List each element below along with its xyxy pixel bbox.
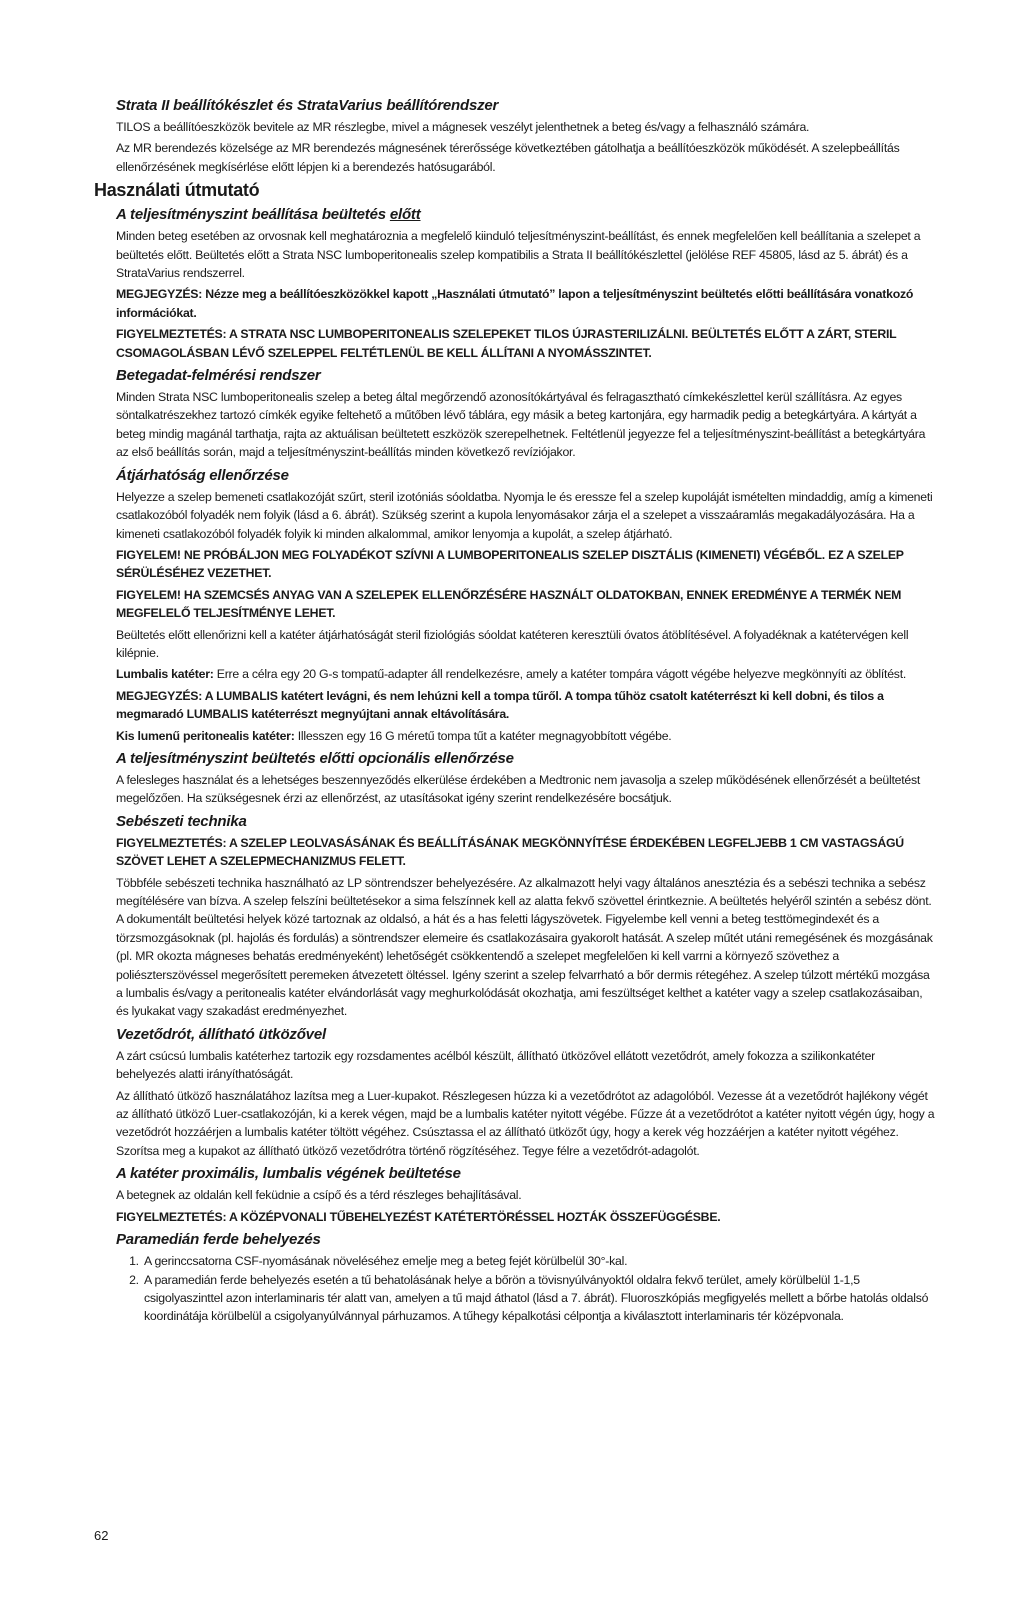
peritoneal-catheter-label: Kis lumenű peritonealis katéter: <box>116 728 295 743</box>
perf-before-heading-emphasis: előtt <box>389 206 421 224</box>
surgical-paragraph: Többféle sebészeti technika használható az LP söntrendszer behelyezésére. Az alkalmazott helyi vagy általános anesztézia és a sebészi technika a sebész megítélésére van bízva. A szelep felszíni beültetésekor a sima felszínnek kell az alatta fekvő szövettel érintkeznie. A beültetés helyéről szintén a sebész dönt. A dokumentált beültetési helyek közé tartoznak az oldalsó, a hát és a has feletti lágyszövetek. Figyelembe kell venni a beteg testtömegindexét és a törzsmozgásoknak (pl. hajolás és fordulás) a söntrendszer elemeire és csatlakozásaira gyakorolt hatását. A szelep műtét utáni remegésének és mozgásának (pl. MR okozta mágneses behatás eredményeként) lehetőségét csökkentendő a szelepet megfelelően ki kell varrni a környező szövethez a poliészterszövéssel megerősített peremeken átvezetett öltéssel. Igény szerint a szelep felvarrható a bőr dermis rétegéhez. A szelep túlzott mértékű mozgása a lumbalis és/vagy a peritonealis katéter elvándorlását vagy meghurkolódását okozhatja, ami feszültséget kelthet a katéter vagy a szelep csatlakozásaiban, és lyukakat vagy szakadást eredményezhet. <box>116 875 933 1019</box>
page-number: 62 <box>94 1528 109 1543</box>
proximal-heading: A katéter proximális, lumbalis végének beültetése <box>116 1165 461 1183</box>
strata-paragraph-2: Az MR berendezés közelsége az MR berendezés mágnesének térerőssége következtében gátolhatja a beállítóeszközök működését. A szelepbeállítás ellenőrzésének megkísérlése előtt lépjen ki a berendezés hatósugarából. <box>116 141 900 174</box>
proximal-paragraph: A betegnek az oldalán kell feküdnie a csípő és a térd részleges behajlításával. <box>116 1188 522 1203</box>
perf-before-heading <box>116 205 936 224</box>
perf-before-heading-text: A teljesítményszint beállítása beültetés <box>116 206 390 224</box>
patient-paragraph: Minden Strata NSC lumboperitonealis szelep a beteg által megőrzendő azonosítókártyával és felragasztható címkekészlettel kerül szállításra. Az egyes söntalkatrészekhez tartozó címkék egyike feltehető a műtőben lévő táblára, egy másik a beteg kartonjára, egy harmadik pedig a betegkártyára. A kártyát a beteg mindig magánál tarthatja, rajta az aktuálisan beültetett eszközök szerepelhetnek. Feltétlenül jegyezze fel a teljesítményszint-beállítást a betegkártyára az első beállítás során, majd a teljesítményszint-beállítás minden következő revíziójakor. <box>116 390 926 460</box>
peritoneal-catheter-text: Illesszen egy 16 G méretű tompa tűt a katéter megnagyobbított végébe. <box>294 728 672 743</box>
perf-before-note: MEGJEGYZÉS: Nézze meg a beállítóeszközökkel kapott „Használati útmutató” lapon a teljesítményszint beültetés előtti beállítására vonatkozó információkat. <box>116 287 914 320</box>
guidewire-heading: Vezetődrót, állítható ütközővel <box>116 1025 326 1043</box>
lumbar-catheter-label: Lumbalis katéter: <box>116 667 214 682</box>
patency-warning-2: FIGYELEM! HA SZEMCSÉS ANYAG VAN A SZELEPEK ELLENŐRZÉSÉRE HASZNÁLT OLDATOKBAN, ENNEK EREDMÉNYE A TERMÉK NEM MEGFELELŐ TELJESÍTMÉNYE LEHET. <box>116 587 902 621</box>
patency-paragraph-1: Helyezze a szelep bemeneti csatlakozóját szűrt, steril izotóniás sóoldatba. Nyomja le és eressze fel a szelep kupoláját ismételten mindaddig, amíg a kimeneti csatlakozóból folyadék nem folyik (lásd a 6. ábrát). Szükség szerint a kupola lenyomásakor zárja el a szelepet a visszaáramlás megakadályozására. Ha a kimeneti csatlakozóból folyadék folyik ki minden alkalommal, amikor lenyomja a kupolát, a szelep átjárható. <box>116 489 933 541</box>
patency-warning-1: FIGYELEM! NE PRÓBÁLJON MEG FOLYADÉKOT SZÍVNI A LUMBOPERITONEALIS SZELEP DISZTÁLIS (KIMENETI) VÉGÉBŐL. EZ A SZELEP SÉRÜLÉSÉHEZ VEZETHET. <box>116 547 904 581</box>
strata-paragraph-1: TILOS a beállítóeszközök bevitele az MR részlegbe, mivel a mágnesek veszélyt jelenthetnek a beteg és/vagy a felhasználó számára. <box>116 120 810 134</box>
perf-before-paragraph: Minden beteg esetében az orvosnak kell meghatároznia a megfelelő kiinduló teljesítményszint-beállítást, és ennek megfelelően kell beállítania a szelepet a beültetés előtt. Beültetés előtt a Strata NSC lumboperitonealis szelep kompatibilis a Strata II beállítókészlettel (jelölése REF 45805, lásd az 5. ábrát) és a StrataVarius rendszerrel. <box>116 229 921 281</box>
optional-paragraph: A felesleges használat és a lehetséges beszennyeződés elkerülése érdekében a Medtronic nem javasolja a szelep működésének ellenőrzését a beültetést megelőzően. Ha szükségesnek érzi az ellenőrzést, az utasításokat igény szerint rendelkezésére bocsátjuk. <box>116 772 921 806</box>
proximal-warning: FIGYELMEZTETÉS: A KÖZÉPVONALI TŰBEHELYEZÉST KATÉTERTÖRÉSSEL HOZTÁK ÖSSZEFÜGGÉSBE. <box>116 1209 721 1224</box>
patency-paragraph-2: Beültetés előtt ellenőrizni kell a katéter átjárhatóságát steril fiziológiás sóoldat katéteren keresztüli óvatos átöblítésével. A folyadéknak a katétervégen kell kilépnie. <box>116 627 909 660</box>
patency-note: MEGJEGYZÉS: A LUMBALIS katétert levágni, és nem lehúzni kell a tompa tűről. A tompa tűhöz csatolt katéterrészt ki kell dobni, és tilos a megmaradó LUMBALIS katéterrészt megnyújtani annak eltávolítására. <box>116 688 884 722</box>
optional-heading: A teljesítményszint beültetés előtti opcionális ellenőrzése <box>116 749 514 767</box>
list-item: 2. A paramedián ferde behelyezés esetén a tű behatolásának helye a bőrön a tövisnyúlványoktól oldalra fekvő terület, amely körülbelül 1-1,5 csigolyaszinttel azon interlaminaris tér alatt van, amelyen a tű majd áthatol (lásd a 7. ábrát). Fluoroszkópiás megfigyelés mellett a bőrbe hatolás oldalsó koordinátája körülbelül a csigolyanyúlvánnyal párhuzamos. A tűhegy képalkotási célpontja a kiválasztott interlaminaris tér középvonala. <box>142 1271 936 1326</box>
guidewire-paragraph-1: A zárt csúcsú lumbalis katéterhez tartozik egy rozsdamentes acélból készült, állítható ütközővel ellátott vezetődrót, amely fokozza a szilikonkatéter behelyezés alatti irányíthatóságát. <box>116 1048 876 1082</box>
guidewire-paragraph-2: Az állítható ütköző használatához lazítsa meg a Luer-kupakot. Részlegesen húzza ki a vezetődrótot az adagolóból. Vezesse át a vezetődrót hajlékony végét az állítható ütköző Luer-csatlakozóján, ki a kerek végen, majd be a lumbalis katéter nyitott végébe. Fűzze át a vezetődrótot a katéter nyitott végén úgy, hogy a vezetődrót hozzáérjen a lumbalis katéter töltött végéhez. Csúsztassa el az állítható ütközőt úgy, hogy a kerek vég hozzáérjen a katéter nyitott végéhez. Szorítsa meg a kupakot az állítható ütköző vezetődrótra történő rögzítéséhez. Tegye félre a vezetődrót-adagolót. <box>116 1088 935 1158</box>
lumbar-catheter-text: Erre a célra egy 20 G-s tompatű-adapter áll rendelkezésre, amely a katéter tompára vágott végébe helyezve megkönnyíti az öblítést. <box>213 667 907 682</box>
page-content <box>94 92 936 1326</box>
patient-heading: Betegadat-felmérési rendszer <box>116 367 321 385</box>
lumbar-catheter-paragraph <box>116 665 936 683</box>
strata-heading: Strata II beállítókészlet és StrataVarius beállítórendszer <box>116 97 499 114</box>
surgical-heading: Sebészeti technika <box>116 812 247 830</box>
paramedian-heading: Paramedián ferde behelyezés <box>116 1231 321 1249</box>
usage-heading: Használati útmutató <box>94 180 260 201</box>
paramedian-steps-list <box>116 1252 936 1326</box>
patency-heading: Átjárhatóság ellenőrzése <box>116 466 289 484</box>
perf-before-warning: FIGYELMEZTETÉS: A STRATA NSC LUMBOPERITONEALIS SZELEPEKET TILOS ÚJRASTERILIZÁLNI. BEÜLTETÉS ELŐTT A ZÁRT, STERIL CSOMAGOLÁSBAN LÉVŐ SZELEPPEL FELTÉTLENÜL BE KELL ÁLLÍTANI A NYOMÁSSZINTET. <box>116 327 897 360</box>
surgical-warning: FIGYELMEZTETÉS: A SZELEP LEOLVASÁSÁNAK ÉS BEÁLLÍTÁSÁNAK MEGKÖNNYÍTÉSE ÉRDEKÉBEN LEGFELJEBB 1 CM VASTAGSÁGÚ SZÖVET LEHET A SZELEPMECHANIZMUS FELETT. <box>116 835 904 869</box>
peritoneal-catheter-paragraph <box>116 727 936 745</box>
list-item: 1. A gerinccsatorna CSF-nyomásának növeléséhez emelje meg a beteg fejét körülbelül 30°-kal. <box>142 1252 936 1270</box>
